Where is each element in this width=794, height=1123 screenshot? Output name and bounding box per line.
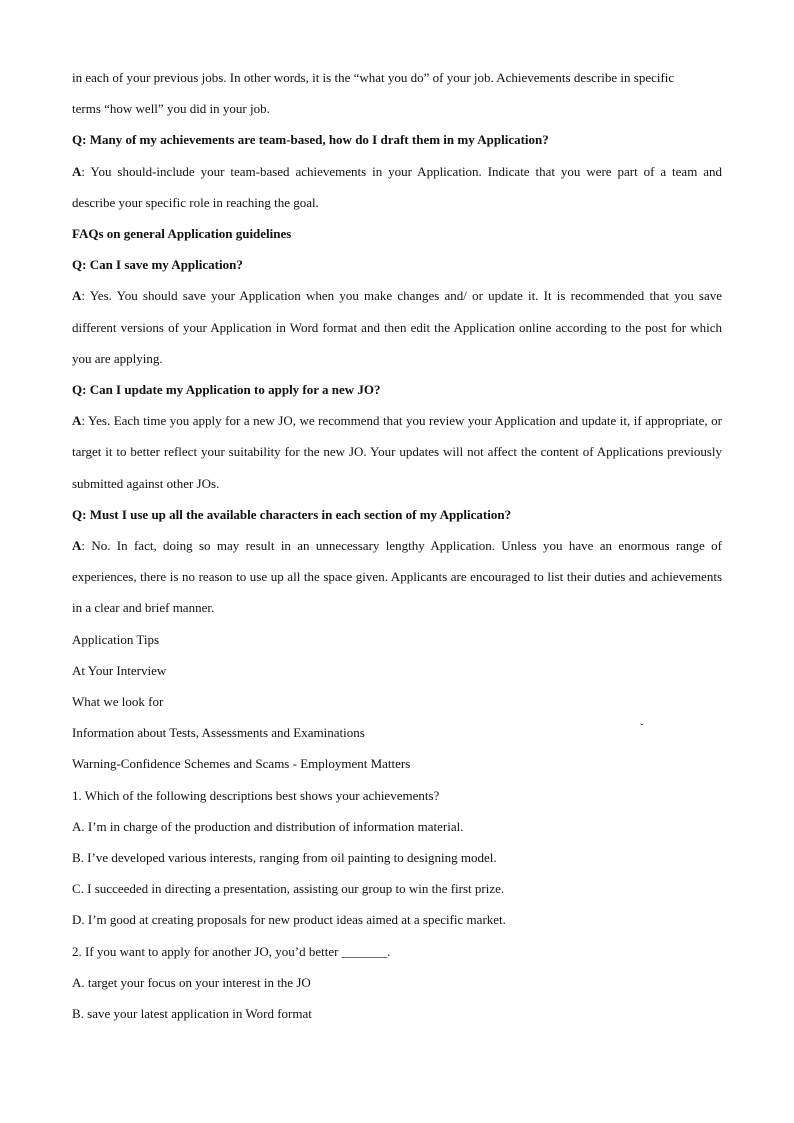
question-2-option-a: A. target your focus on your interest in the JO [72, 974, 311, 990]
answer-save [72, 280, 722, 374]
answer-label: A [72, 538, 82, 554]
link-application-tips[interactable]: Application Tips [72, 631, 160, 647]
intro-line-2: terms “how well” you did in your job. [72, 101, 270, 117]
link-at-your-interview[interactable]: At Your Interview [72, 662, 167, 678]
link-warning-scams[interactable]: Warning-Confidence Schemes and Scams - Employment Matters [72, 756, 411, 772]
answer-team-based [72, 156, 722, 218]
section-heading-faqs: FAQs on general Application guidelines [72, 226, 292, 242]
answer-label: A [72, 163, 82, 179]
answer-text: : Yes. You should save your Application when you make changes and/ or update it. It is recommended that you save different versions of your Application in Word format and then edit the Application online according to the post for which you are applying. [72, 288, 722, 366]
question-update: Q: Can I update my Application to apply for a new JO? [72, 382, 381, 398]
question-save: Q: Can I save my Application? [72, 257, 243, 273]
answer-text: : No. In fact, doing so may result in an unnecessary lengthy Application. Unless you have an enormous range of experiences, there is no reason to use up all the space given. Applicants are encouraged to list their duties and achievements in a clear and brief manner. [72, 538, 722, 616]
question-1-option-a: A. I’m in charge of the production and distribution of information material. [72, 818, 464, 834]
question-1-option-b: B. I’ve developed various interests, ranging from oil painting to designing model. [72, 850, 497, 866]
question-2-option-b: B. save your latest application in Word format [72, 1006, 312, 1022]
answer-label: A [72, 413, 82, 429]
intro-line-1: in each of your previous jobs. In other words, it is the “what you do” of your job. Achievements describe in specific [72, 70, 675, 85]
question-2-stem: 2. If you want to apply for another JO, you’d better _______. [72, 943, 391, 959]
answer-text: : You should-include your team-based achievements in your Application. Indicate that you were part of a team and describe your specific role in reaching the goal. [72, 163, 722, 210]
answer-characters [72, 530, 722, 624]
answer-update [72, 405, 722, 499]
question-1-option-d: D. I’m good at creating proposals for new product ideas aimed at a specific market. [72, 912, 506, 928]
link-tests-assessments[interactable]: Information about Tests, Assessments and Examinations [72, 725, 365, 741]
link-what-we-look-for[interactable]: What we look for [72, 694, 164, 710]
document-page [72, 62, 722, 1029]
question-characters: Q: Must I use up all the available characters in each section of my Application? [72, 506, 512, 522]
stray-mark: ˇ [640, 722, 644, 734]
intro-paragraph [72, 62, 722, 124]
question-team-based: Q: Many of my achievements are team-based, how do I draft them in my Application? [72, 132, 549, 148]
answer-label: A [72, 288, 82, 304]
answer-text: : Yes. Each time you apply for a new JO, we recommend that you review your Application and update it, if appropriate, or target it to better reflect your suitability for the new JO. Your updates will not affect the content of Applications previously submitted against other JOs. [72, 413, 722, 491]
question-1-stem: 1. Which of the following descriptions best shows your achievements? [72, 787, 440, 803]
question-1-option-c: C. I succeeded in directing a presentation, assisting our group to win the first prize. [72, 881, 505, 897]
